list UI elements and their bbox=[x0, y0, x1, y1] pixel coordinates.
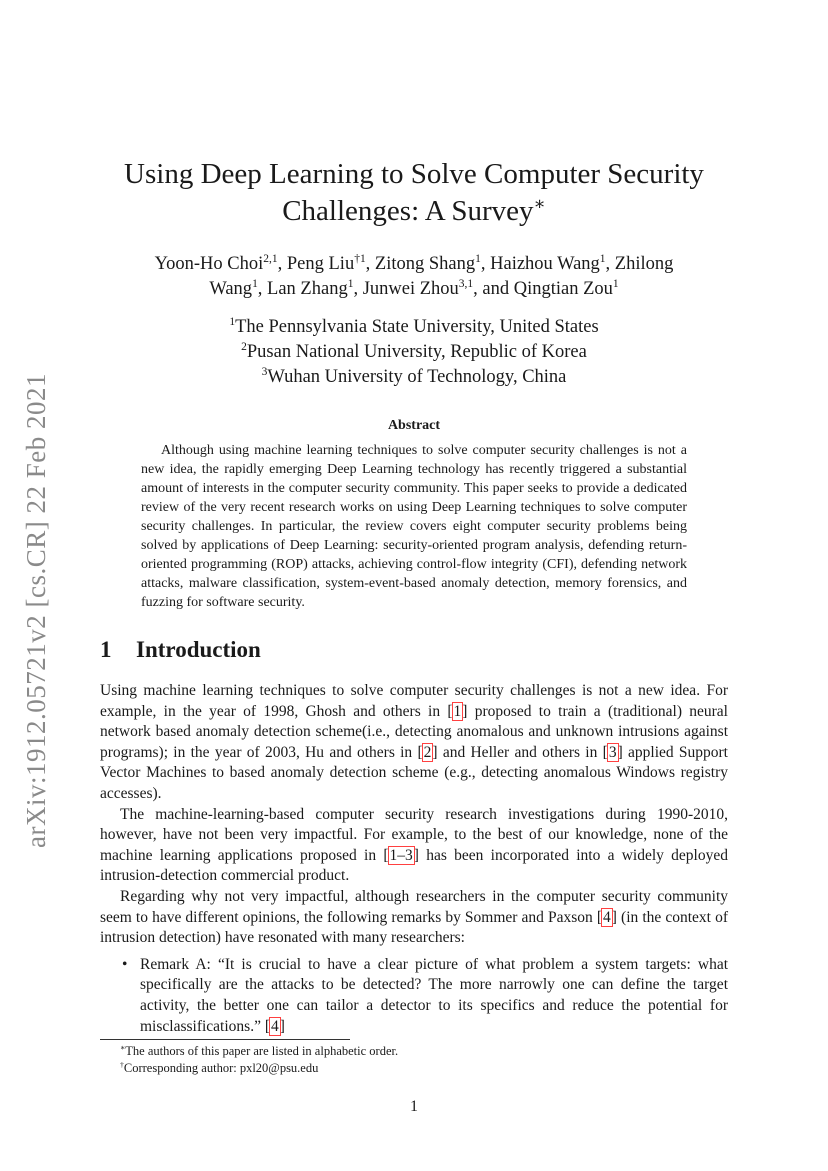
author-separator: , bbox=[353, 279, 363, 299]
affiliation bbox=[100, 315, 728, 340]
citation-link[interactable]: 4 bbox=[271, 1017, 279, 1035]
author-name: Yoon-Ho Choi bbox=[154, 254, 264, 274]
author-name: Qingtian Zou bbox=[513, 279, 613, 299]
affiliation-text: Wuhan University of Technology, China bbox=[267, 367, 567, 387]
citation-link[interactable]: 2 bbox=[423, 743, 432, 761]
author-affiliation-mark: 1 bbox=[475, 252, 481, 265]
abstract-heading: Abstract bbox=[387, 418, 441, 433]
author-list bbox=[100, 252, 728, 302]
author-separator: , bbox=[605, 254, 615, 274]
title-footnote-mark: ∗ bbox=[533, 193, 546, 214]
footnote-text: The authors of this paper are listed in alphabetic order. bbox=[125, 1044, 399, 1058]
author-separator: , bbox=[480, 254, 491, 274]
affiliation-text: Pusan National University, Republic of Korea bbox=[246, 342, 587, 362]
author-name: Haizhou Wang bbox=[490, 254, 600, 274]
page-number: 1 bbox=[410, 1098, 418, 1115]
citation-link[interactable]: 4 bbox=[603, 908, 611, 926]
footnote-mark: † bbox=[120, 1059, 124, 1069]
footnote-rule bbox=[100, 1039, 350, 1040]
footnote-text: Corresponding author: pxl20@psu.edu bbox=[123, 1061, 319, 1075]
section-heading bbox=[100, 637, 261, 663]
author-separator: , bbox=[257, 279, 268, 299]
author-affiliation-mark: 2,1 bbox=[263, 252, 278, 265]
paper-title bbox=[100, 156, 728, 230]
footnotes bbox=[100, 1043, 728, 1077]
author-name: Peng Liu bbox=[286, 254, 355, 274]
author-name: Junwei Zhou bbox=[362, 279, 459, 299]
author-name: Zitong Shang bbox=[374, 254, 476, 274]
citation-link[interactable]: 3 bbox=[608, 743, 617, 761]
paragraph-2: The machine-learning-based computer security research investigations during 1990-2010, however, have not been very impactful. For example, to the best of our knowledge, none of the machine learning applications proposed in [1–3] has been incorporated into a widely deployed intrusion-detection commercial product. bbox=[100, 805, 728, 885]
citation-link[interactable]: 1–3 bbox=[389, 846, 413, 864]
author-separator: , and bbox=[473, 279, 514, 299]
bullet-mark: • bbox=[122, 955, 128, 973]
arxiv-stamp bbox=[18, 370, 54, 850]
abstract-text: Although using machine learning techniques to solve computer security challenges is not a new idea, the rapidly emerging Deep Learning technology has recently triggered a substantial amount of interests in the computer security community. This paper seeks to provide a dedicated review of the very recent research works on using Deep Learning techniques to solve computer security challenges. In particular, the review covers eight computer security problems being solved by applications of Deep Learning: security-oriented program analysis, defending return-oriented programming (ROP) attacks, achieving control-flow integrity (CFI), defending network attacks, malware classification, system-event-based anomaly detection, memory forensics, and fuzzing for software security. bbox=[141, 443, 687, 610]
author-separator: , bbox=[277, 254, 287, 274]
author-separator: , bbox=[365, 254, 375, 274]
affiliation bbox=[100, 340, 728, 365]
title-line-2: Challenges: A Survey∗ bbox=[282, 193, 546, 227]
author-affiliation-mark: 1 bbox=[252, 277, 258, 290]
author-affiliation-mark: †1 bbox=[354, 252, 366, 265]
author-affiliation-mark: 1 bbox=[599, 252, 606, 265]
author-affiliation-mark: 1 bbox=[612, 277, 619, 290]
footnote bbox=[100, 1060, 728, 1077]
paragraph-1: Using machine learning techniques to solve computer security challenges is not a new idea. For example, in the year of 1998, Ghosh and others in [1] proposed to train a (traditional) neural network based anomaly detection scheme(i.e., detecting anomalous and unknown intrusions against programs); in the year of 2003, Hu and others in [2] and Heller and others in [3] applied Support Vector Machines to based anomaly detection scheme (e.g., detecting anomalous Windows registry accesses). bbox=[100, 682, 728, 802]
arxiv-id: arXiv:1912.05721v2 [cs.CR] 22 Feb 2021 bbox=[20, 372, 51, 848]
affiliation-list bbox=[100, 315, 728, 390]
author-affiliation-mark: 1 bbox=[347, 277, 354, 290]
footnote-mark: ∗ bbox=[120, 1042, 126, 1052]
affiliation bbox=[100, 365, 728, 390]
citation-link[interactable]: 1 bbox=[453, 702, 462, 720]
author-name: Zhilong Wang bbox=[209, 254, 674, 299]
bullet-text: Remark A: “It is crucial to have a clear picture of what problem a system targets: what specifically are the attacks to be detected? The more narrowly one can define the target activity, the better one can tailor a detector to its specifics and reduce the potential for misclassifications.” [4] bbox=[140, 955, 728, 1035]
footnote bbox=[100, 1043, 728, 1060]
section-title: Introduction bbox=[136, 637, 261, 662]
affiliation-mark: 2 bbox=[241, 340, 247, 353]
affiliation-mark: 1 bbox=[229, 315, 236, 328]
author-name: Lan Zhang bbox=[267, 279, 348, 299]
section-body bbox=[100, 681, 728, 1037]
author-affiliation-mark: 3,1 bbox=[458, 277, 474, 290]
bullet-item bbox=[100, 955, 728, 1037]
title-line-1: Using Deep Learning to Solve Computer Security bbox=[124, 158, 704, 190]
affiliation-text: The Pennsylvania State University, United States bbox=[235, 317, 599, 337]
affiliation-mark: 3 bbox=[261, 365, 268, 378]
paragraph-3: Regarding why not very impactful, although researchers in the computer security community seem to have different opinions, the following remarks by Sommer and Paxson [4] (in the context of intrusion detection) have resonated with many researchers: bbox=[100, 887, 728, 947]
section-number: 1 bbox=[100, 637, 112, 662]
